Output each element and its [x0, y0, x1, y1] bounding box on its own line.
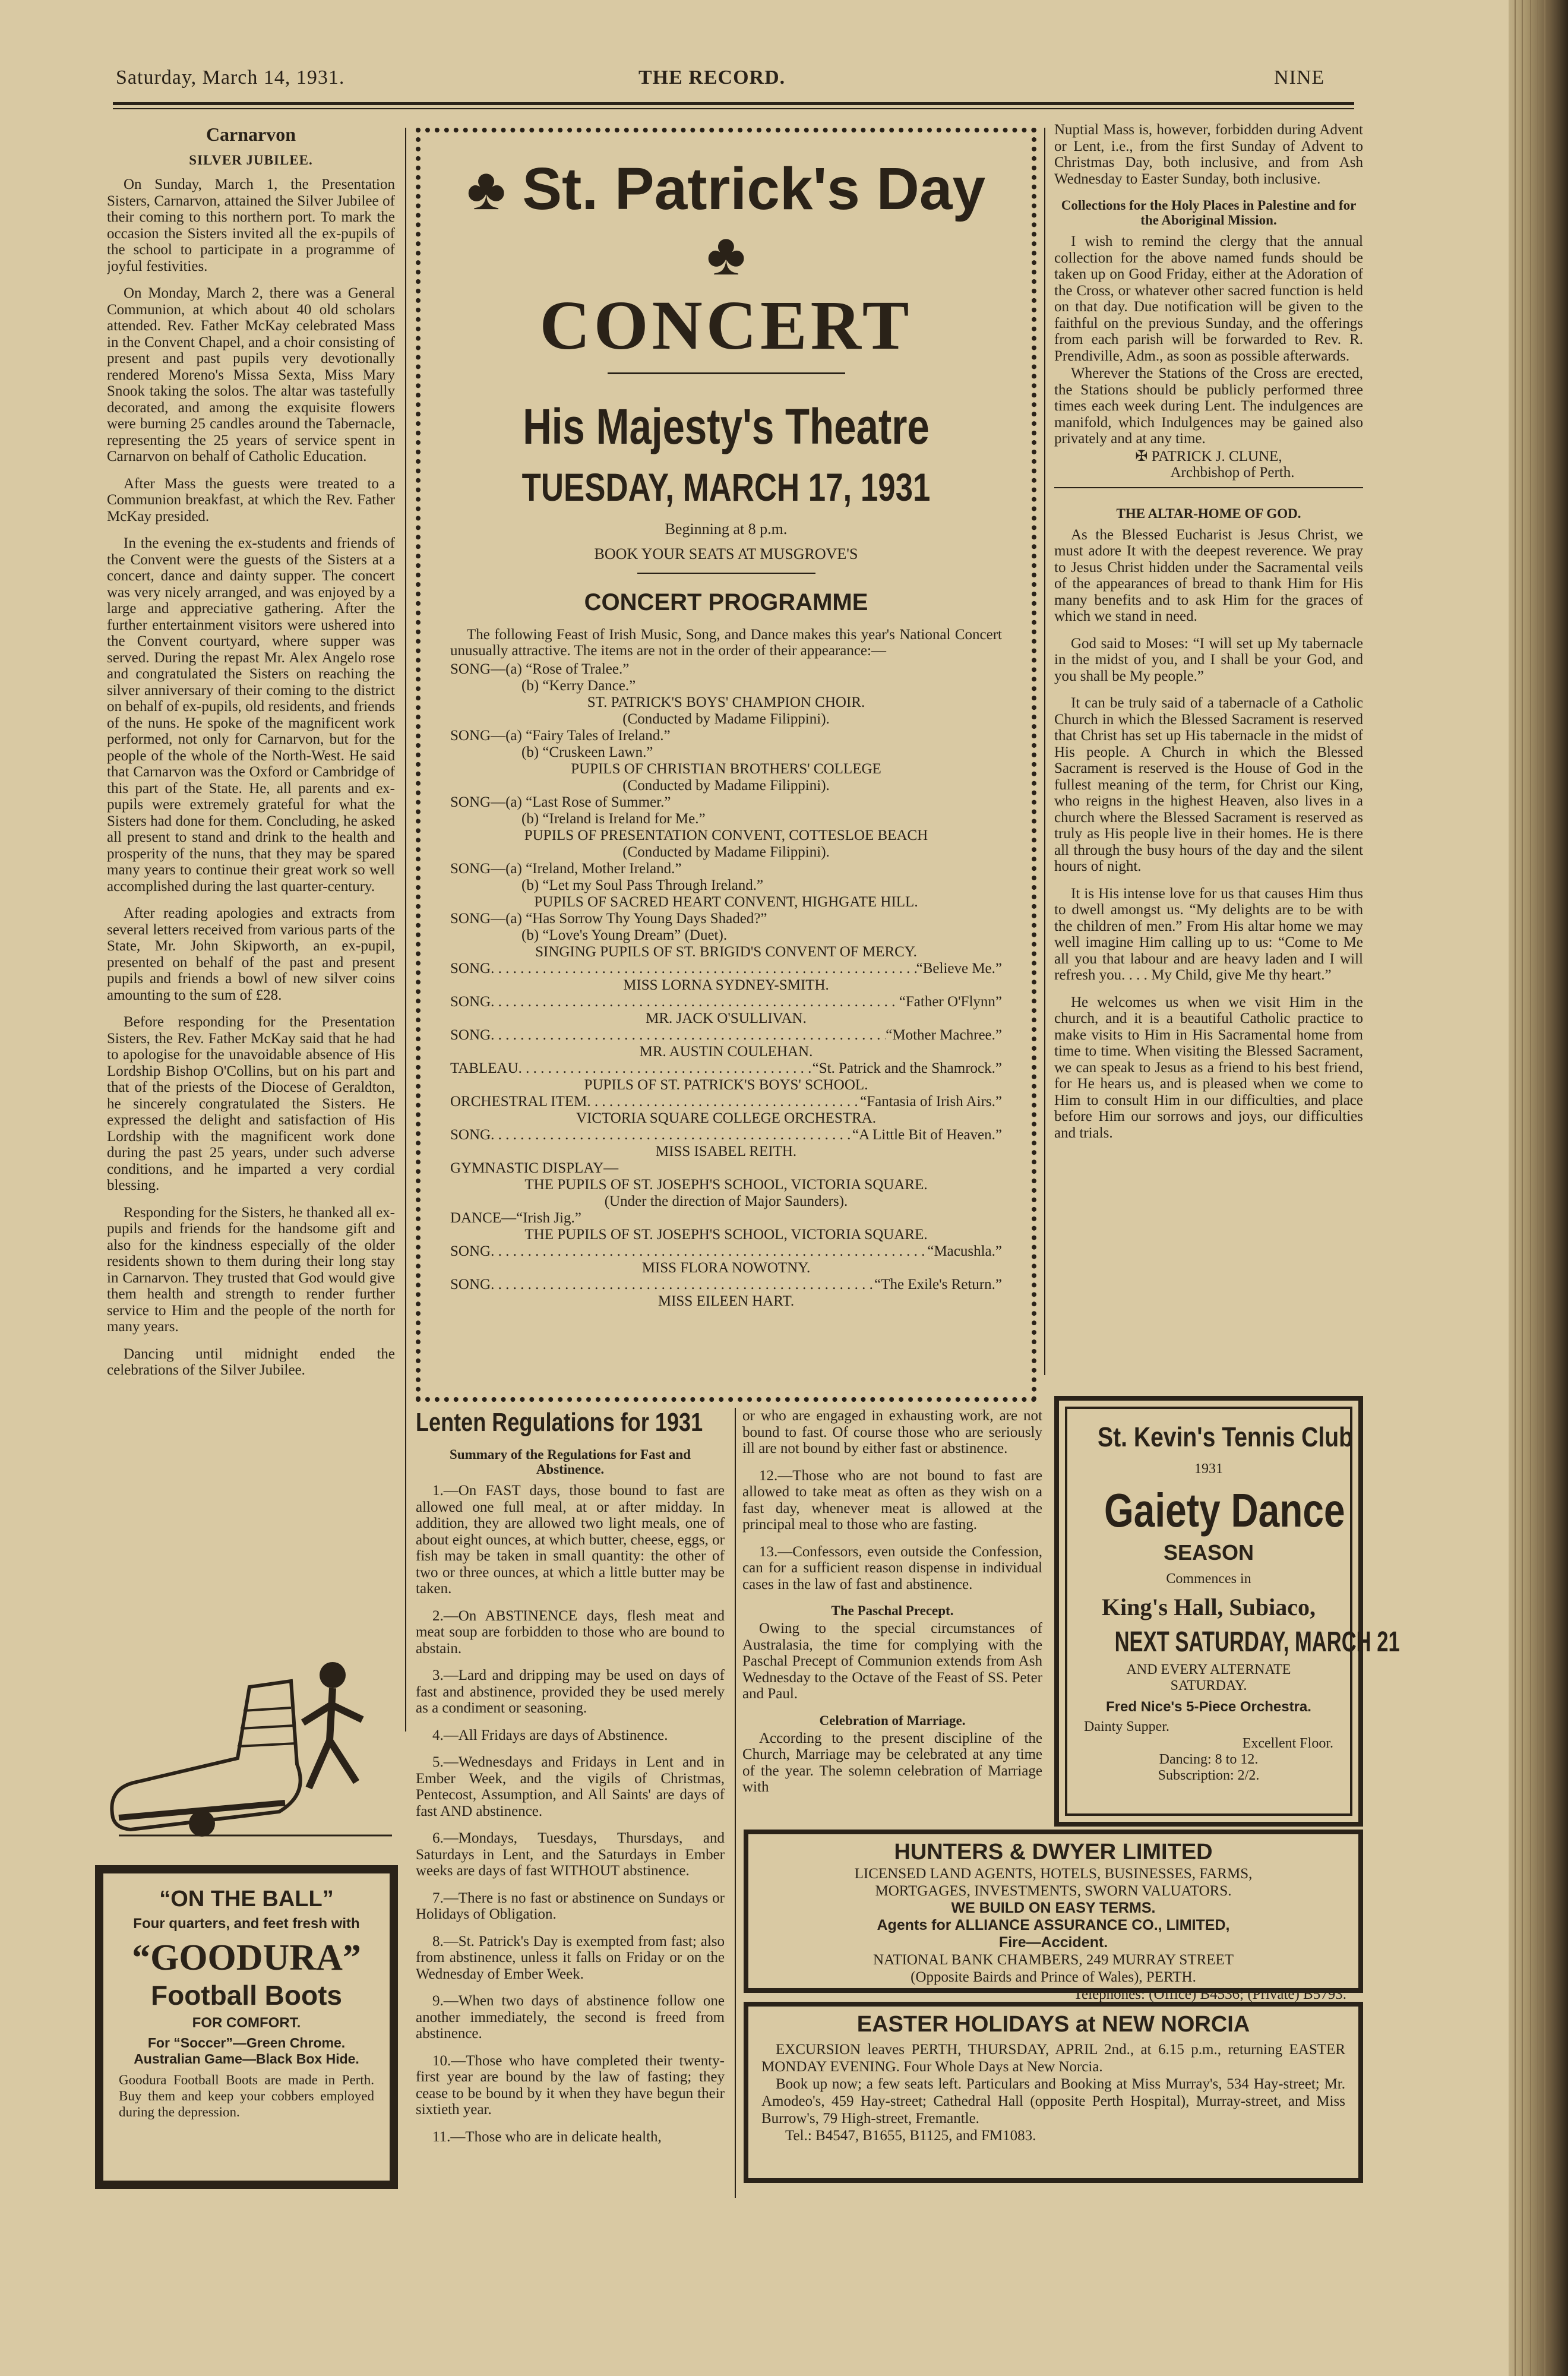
- programme-item: [450, 1243, 1002, 1260]
- item-type: SONG: [450, 1027, 491, 1043]
- programme-intro: The following Feast of Irish Music, Song, and Dance makes this year's National Concert unusually attractive. The items are not in the order of their appearance:—: [450, 627, 1002, 659]
- article-subtitle: SILVER JUBILEE.: [189, 153, 313, 168]
- item-type: ORCHESTRAL ITEM: [450, 1094, 587, 1110]
- item-type: TABLEAU: [450, 1060, 519, 1076]
- dancing-hours: Dancing: 8 to 12.: [1159, 1752, 1259, 1767]
- leader-dots: [519, 1060, 813, 1077]
- regulation: 2.—On ABSTINENCE days, flesh meat and meat soup are forbidden to those who are bound to abstain.: [416, 1607, 725, 1657]
- marriage-text: According to the present discipline of the Church, Marriage may be celebrated at any time of the year. The solemn celebration of Marriage with: [742, 1730, 1042, 1795]
- item-title: “Father O'Flynn”: [899, 994, 1002, 1010]
- paragraph: God said to Moses: “I will set up My tabernacle in the midst of you, and I shall be your God, and you shall be My people.”: [1054, 635, 1363, 684]
- programme-item: [450, 1277, 1002, 1293]
- performer-line: MR. JACK O'SULLIVAN.: [646, 1010, 807, 1026]
- header-rule-thin: [113, 108, 1354, 109]
- programme-item: (b) “Ireland is Ireland for Me.”: [521, 811, 706, 827]
- item-title: “Mother Machree.”: [886, 1027, 1002, 1043]
- programme-item: (b) “Kerry Dance.”: [521, 678, 636, 694]
- leader-dots: [491, 1027, 886, 1044]
- goodura-types: For “Soccer”—Green Chrome. Australian Game—Black Box Hide.: [134, 2035, 359, 2067]
- event-season: SEASON: [1163, 1540, 1254, 1565]
- book-page-edges: [1509, 0, 1568, 2376]
- floor-note: Excellent Floor.: [1242, 1736, 1333, 1751]
- performer-line: MR. AUSTIN COULEHAN.: [639, 1044, 813, 1060]
- paragraph: Nuptial Mass is, however, forbidden during Advent or Lent, i.e., from the first Sunday of Advent to Christmas Day, both inclusive, and from Ash Wednesday to Easter Sunday, both inclusive.: [1054, 122, 1363, 187]
- right-column-article: [1054, 122, 1363, 1375]
- item-type: SONG: [450, 994, 491, 1010]
- goodura-headline: “ON THE BALL”: [159, 1887, 334, 1911]
- regulation: or who are engaged in exhausting work, are not bound to fast. Of course those who are seriously ill are not bound by either fast or abstinence.: [742, 1408, 1042, 1456]
- performer-line: (Conducted by Madame Filippini).: [622, 844, 830, 860]
- article-title: Carnarvon: [206, 124, 296, 145]
- performer-line: PUPILS OF CHRISTIAN BROTHERS' COLLEGE: [571, 761, 881, 777]
- programme-item: [450, 1094, 1002, 1110]
- programme-item: [450, 1060, 1002, 1077]
- performer-line: ST. PATRICK'S BOYS' CHAMPION CHOIR.: [587, 694, 865, 710]
- orchestra: Fred Nice's 5-Piece Orchestra.: [1106, 1699, 1311, 1715]
- easter-telephones: Tel.: B4547, B1655, B1125, and FM1083.: [785, 2128, 1036, 2144]
- football-boot-illustration: [95, 1639, 404, 1853]
- column-rule: [405, 128, 406, 1732]
- paragraph: He welcomes us when we visit Him in the church, and it is a beautiful Catholic practice to make visits to Him in His Sacramental home from time to time. When visiting the Blessed Sacrament, we can speak to Jesus as a friend to his best friend, for He hears us, and is pleased when we come to Him to consult Him in our difficulties, and place before Him our sorrows and joys, our difficulties and trials.: [1054, 994, 1363, 1141]
- goodura-comfort: FOR COMFORT.: [192, 2015, 301, 2031]
- agency: Agents for ALLIANCE ASSURANCE CO., LIMITED,: [877, 1917, 1230, 1933]
- item-type: SONG: [450, 1127, 491, 1143]
- programme-item: SONG—(a) “Fairy Tales of Ireland.”: [450, 728, 671, 744]
- easter-holidays-advert: [744, 2002, 1363, 2183]
- programme-item: GYMNASTIC DISPLAY—: [450, 1160, 619, 1176]
- concert-title: [450, 156, 1002, 287]
- paragraph: On Monday, March 2, there was a General Communion, at which about 40 old scholars attended. Rev. Father McKay celebrated Mass in the Convent Chapel, and a choir consisting of present and past pupils very devotionally rendered Moreno's Missa Sexta, Miss Mary Snook taking the solos. The altar was tastefully decorated, and among the exquisite flowers were burning 25 candles around the Tabernacle, representing the 25 years of service spent in Carnarvon on behalf of Catholic Education.: [107, 285, 395, 465]
- regulation: 13.—Confessors, even outside the Confession, can for a sufficient reason dispense in individual cases in the law of fast and abstinence.: [742, 1543, 1042, 1593]
- leader-dots: [491, 1127, 852, 1143]
- lenten-subtitle: Summary of the Regulations for Fast and Abstinence.: [450, 1447, 691, 1477]
- programme-item: SONG—(a) “Last Rose of Summer.”: [450, 794, 671, 810]
- paragraph: Dancing until midnight ended the celebrations of the Silver Jubilee.: [107, 1345, 395, 1378]
- item-type: SONG: [450, 960, 491, 977]
- programme-item: [450, 1127, 1002, 1143]
- item-title: “Macushla.”: [927, 1243, 1002, 1259]
- header-date: Saturday, March 14, 1931.: [116, 67, 345, 89]
- event-date: NEXT SATURDAY, MARCH 21: [1114, 1626, 1400, 1658]
- signature-title: Archbishop of Perth.: [1170, 465, 1295, 481]
- paschal-heading: The Paschal Precept.: [831, 1603, 954, 1618]
- signature: ✠ PATRICK J. CLUNE,: [1135, 448, 1282, 465]
- leader-dots: [491, 994, 899, 1010]
- item-title: “Fantasia of Irish Airs.”: [860, 1094, 1002, 1110]
- regulation: 4.—All Fridays are days of Abstinence.: [432, 1727, 668, 1743]
- goodura-advert: [95, 1865, 398, 2189]
- club-year: 1931: [1194, 1461, 1223, 1477]
- performer-line: MISS ISABEL REITH.: [655, 1143, 797, 1159]
- paragraph: It is His intense love for us that causes Him thus to dwell amongst us. “My delights are to be with the children of men.” From His altar home we may well imagine Him calling up to us: “Come to Me all you that labour and are heavy laden and I will refresh you. . . . My Child, give Me thy heart.”: [1054, 885, 1363, 983]
- subscription: Subscription: 2/2.: [1158, 1768, 1260, 1783]
- performer-line: PUPILS OF SACRED HEART CONVENT, HIGHGATE HILL.: [534, 894, 918, 910]
- paragraph: After Mass the guests were treated to a Communion breakfast, at which the Rev. Father McKay presided.: [107, 475, 395, 525]
- easter-headline: EASTER HOLIDAYS at NEW NORCIA: [856, 2012, 1250, 2037]
- leader-dots: [491, 1277, 874, 1293]
- item-type: SONG: [450, 1243, 491, 1259]
- carnarvon-article: [107, 124, 395, 1626]
- item-title: “Believe Me.”: [916, 960, 1002, 977]
- marriage-heading: Celebration of Marriage.: [819, 1713, 966, 1728]
- performer-line: (Conducted by Madame Filippini).: [622, 778, 830, 794]
- club-name: St. Kevin's Tennis Club: [1098, 1421, 1354, 1452]
- paragraph: I wish to remind the clergy that the annual collection for the above named funds should be taken up on Good Friday, either at the Adoration of the Cross, or whatever other sacred function is held on that day. Due notification will be given to the faithful on the previous Sunday, and the offerings from each parish will be forwarded to Rev. R. Prendiville, Adm., as soon as possible afterwards.: [1054, 233, 1363, 364]
- leader-dots: [587, 1094, 860, 1110]
- performer-line: MISS FLORA NOWOTNY.: [641, 1260, 811, 1276]
- programme-item: [450, 1027, 1002, 1044]
- company-name: HUNTERS & DWYER LIMITED: [894, 1840, 1213, 1865]
- concert-date: TUESDAY, MARCH 17, 1931: [521, 465, 931, 509]
- performer-line: MISS EILEEN HART.: [657, 1293, 795, 1309]
- performer-line: MISS LORNA SYDNEY-SMITH.: [623, 977, 829, 993]
- telephones: Telephones: (Office) B4536; (Private) B5793.: [1073, 1986, 1346, 2002]
- paschal-text: Owing to the special circumstances of Australasia, the time for complying with the Paschal Precept of Communion extends from Ash Wednesday to the Octave of the Feast of SS. Peter and Paul.: [742, 1620, 1042, 1702]
- performer-line: PUPILS OF ST. PATRICK'S BOYS' SCHOOL.: [584, 1077, 868, 1093]
- services: LICENSED LAND AGENTS, HOTELS, BUSINESSES, FARMS,: [854, 1866, 1253, 1882]
- goodura-brand: “GOODURA”: [132, 1938, 361, 1978]
- performer-line: THE PUPILS OF ST. JOSEPH'S SCHOOL, VICTORIA SQUARE.: [524, 1227, 928, 1243]
- collections-heading: Collections for the Holy Places in Palestine and for the Aboriginal Mission.: [1061, 198, 1357, 228]
- regulation: 6.—Mondays, Tuesdays, Thursdays, and Saturdays in Lent, and the Saturdays in Ember weeks are days of fast WITHOUT abstinence.: [416, 1830, 725, 1879]
- performer-line: THE PUPILS OF ST. JOSEPH'S SCHOOL, VICTORIA SQUARE.: [524, 1177, 928, 1193]
- regulation: 7.—There is no fast or abstinence on Sundays or Holidays of Obligation.: [416, 1890, 725, 1922]
- programme-item: [450, 994, 1002, 1010]
- concert-booking: BOOK YOUR SEATS AT MUSGROVE'S: [594, 545, 858, 563]
- concert-headline: CONCERT: [539, 286, 913, 364]
- performer-line: (Under the direction of Major Saunders).: [604, 1193, 848, 1209]
- item-type: SONG: [450, 1277, 491, 1293]
- terms: WE BUILD ON EASY TERMS.: [951, 1900, 1156, 1916]
- column-rule: [1044, 128, 1045, 1375]
- leader-dots: [491, 1243, 927, 1260]
- paragraph: It can be truly said of a tabernacle of a Catholic Church in which the Blessed Sacrament is reserved that Christ has set up His tabernacle in the midst of His people. A Church in which the Blessed Sacrament is reserved is the House of God in the fullest meaning of the term, for Christ our King, who reigns in the highest Heaven, also lives in a church where the Blessed Sacrament is reserved as truly as His people live in their homes. He is there all through the busy hours of the day and the silent hours of night.: [1054, 695, 1363, 874]
- column-rule: [735, 1408, 736, 2198]
- regulation: 8.—St. Patrick's Day is exempted from fast; also from abstinence, unless it falls on Friday or on the Wednesday of Ember Week.: [416, 1933, 725, 1982]
- supper-note: Dainty Supper.: [1084, 1719, 1169, 1734]
- goodura-body: Goodura Football Boots are made in Perth. Buy them and keep your cobbers employed during the depression.: [119, 2072, 374, 2119]
- paragraph: In the evening the ex-students and friends of the Convent were the guests of the Sisters at a concert, dance and dainty supper. The concert was very nicely arranged, and was enjoyed by a large and appreciative gathering. After the further entertainment visitors were ushered into the Convent courtyard, where supper was served. During the repast Mr. Alex Angelo rose and congratulated the Sisters on reaching the silver anniversary of their coming to the district on behalf of ex-pupils, old residents, and friends of the nuns. He spoke of the magnificent work performed, not only for Carnarvon, but for the people of the whole of the North-West. He said that Carnarvon was the Oxford or Cambridge of this part of the State. He, all parents and ex-pupils were extremely grateful for what the Sisters had done for them. Concluding, he asked all present to stand and drink to the health and prosperity of the nuns, that they may be spared many years to continue their great work so well accomplished during the last quarter-century.: [107, 535, 395, 895]
- lenten-title: Lenten Regulations for 1931: [416, 1408, 703, 1437]
- goodura-tagline: Four quarters, and feet fresh with: [133, 1916, 360, 1932]
- performer-line: VICTORIA SQUARE COLLEGE ORCHESTRA.: [576, 1110, 877, 1126]
- divider: [637, 573, 815, 574]
- regulation: 1.—On FAST days, those bound to fast are allowed one full meal, at or after midday. In addition, they are allowed two light meals, one of about eight ounces, at which butter, cheese, eggs, or fish may be taken in small quantity: the other of two or three ounces, at which a little butter may be taken.: [416, 1483, 725, 1597]
- programme-item: (b) “Let my Soul Pass Through Ireland.”: [521, 877, 764, 893]
- regulation: 5.—Wednesdays and Fridays in Lent and in Ember Week, and the vigils of Christmas, Pentecost, Assumption, and All Saints' are days of fast AND abstinence.: [416, 1754, 725, 1819]
- shamrock-icon: ♣: [466, 156, 506, 222]
- regulation: 12.—Those who are not bound to fast are allowed to take meat as often as they wish on a fast day, whenever meat is allowed at the principal meal to those who are fasting.: [742, 1467, 1042, 1533]
- item-title: “St. Patrick and the Shamrock.”: [812, 1060, 1002, 1076]
- paragraph: Before responding for the Presentation Sisters, the Rev. Father McKay said that he had to apologise for the unavoidable absence of His Lordship Bishop O'Collins, but on his part and that of the priests of the Diocese of Geraldton, he sincerely congratulated the Sisters. He expressed the delight and satisfaction of His Lordship with the magnificent work done during the past 25 years, under such adverse conditions, and he imparted a very cordial blessing.: [107, 1014, 395, 1193]
- programme-item: [450, 960, 1002, 977]
- divider: [608, 372, 845, 374]
- regulation: 9.—When two days of abstinence follow one another immediately, the second is freed from abstinence.: [416, 1993, 725, 2042]
- paragraph: On Sunday, March 1, the Presentation Sisters, Carnarvon, attained the Silver Jubilee of their coming to this northern port. To mark the occasion the Sisters invited all the ex-pupils of the school to participate in a programme of joyful festivities.: [107, 176, 395, 274]
- lenten-regulations-col1: [416, 1408, 725, 2186]
- performer-line: SINGING PUPILS OF ST. BRIGID'S CONVENT OF MERCY.: [535, 944, 917, 960]
- paragraph: Responding for the Sisters, he thanked all ex-pupils and friends for the handsome gift and also for the kindness especially of the older residents shown to them during their long stay in Carnarvon. They trusted that God would give them health and strength to render further service to Him and the people of the north for many years.: [107, 1204, 395, 1335]
- programme-title: CONCERT PROGRAMME: [584, 589, 868, 615]
- address-note: (Opposite Bairds and Prince of Wales), PERTH.: [911, 1969, 1196, 1985]
- item-title: “The Exile's Return.”: [874, 1277, 1002, 1293]
- programme-item: SONG—(a) “Rose of Tralee.”: [450, 661, 630, 677]
- hunters-dwyer-advert: [744, 1830, 1363, 2002]
- concert-title-text: St. Patrick's Day: [522, 156, 986, 222]
- paragraph: Wherever the Stations of the Cross are erected, the Stations should be publicly performed three times each week during Lent. The indulgences are manifold, which Indulgences may be gained also privately and at any time.: [1054, 365, 1363, 447]
- programme-item: SONG—(a) “Ireland, Mother Ireland.”: [450, 861, 682, 877]
- st-kevins-advert: [1054, 1396, 1400, 1827]
- programme-list: [450, 661, 1002, 1310]
- leader-dots: [491, 960, 916, 977]
- regulation: 3.—Lard and dripping may be used on days of fast and abstinence, provided they be used merely as a condiment or seasoning.: [416, 1667, 725, 1716]
- programme-item: DANCE—“Irish Jig.”: [450, 1210, 581, 1226]
- paragraph: As the Blessed Eucharist is Jesus Christ, we must adore It with the deepest reverence. We pray to Jesus Christ hidden under the Sacramental veils of the appearances of bread to thank Him for His many benefits and to ask Him for the graces of which we stand in need.: [1054, 526, 1363, 624]
- concert-advert: [416, 128, 1036, 1402]
- concert-venue: His Majesty's Theatre: [523, 399, 930, 454]
- booking-details: Book up now; a few seats left. Particulars and Booking at Miss Murray's, 534 Hay-street; Mr. Amodeo's, 459 Hay-street; Cathedral Hall (opposite Perth Hospital), Murray-street, and Miss Burrow's, 79 High-street, Fremantle.: [761, 2076, 1345, 2127]
- event-name: Gaiety Dance: [1104, 1484, 1345, 1537]
- shamrock-icon: ♣: [706, 221, 746, 287]
- item-title: “A Little Bit of Heaven.”: [852, 1127, 1002, 1143]
- header-paper-name: THE RECORD.: [638, 67, 786, 89]
- header-rule: [113, 102, 1354, 105]
- concert-time: Beginning at 8 p.m.: [665, 520, 788, 538]
- address: NATIONAL BANK CHAMBERS, 249 MURRAY STREET: [873, 1952, 1234, 1968]
- performer-line: PUPILS OF PRESENTATION CONVENT, COTTESLOE BEACH: [524, 827, 928, 843]
- programme-item: SONG—(a) “Has Sorrow Thy Young Days Shaded?”: [450, 911, 767, 927]
- programme-item: (b) “Love's Young Dream” (Duet).: [521, 927, 728, 943]
- header-page-number: NINE: [1274, 67, 1325, 89]
- regulation: 11.—Those who are in delicate health,: [432, 2128, 662, 2145]
- services: MORTGAGES, INVESTMENTS, SWORN VALUATORS.: [875, 1883, 1232, 1899]
- paragraph: After reading apologies and extracts from several letters received from various parts of the State, Mr. John Skipworth, an ex-pupil, presented on behalf of the past and present pupils and friends a bowl of new silver coins amounting to the sum of £28.: [107, 905, 395, 1003]
- event-venue: King's Hall, Subiaco,: [1101, 1594, 1316, 1620]
- commences-label: Commences in: [1166, 1571, 1251, 1587]
- lenten-regulations-col2: [742, 1408, 1042, 1841]
- goodura-product: Football Boots: [151, 1980, 342, 2011]
- programme-item: (b) “Cruskeen Lawn.”: [521, 744, 653, 760]
- performer-line: (Conducted by Madame Filippini).: [622, 711, 830, 727]
- regulation: 10.—Those who have completed their twenty-first year are bound by the law of fasting; they cease to be bound by it when they have begun their sixtieth year.: [416, 2052, 725, 2118]
- excursion-details: EXCURSION leaves PERTH, THURSDAY, APRIL 2nd., at 6.15 p.m., returning EASTER MONDAY EVENING. Four Whole Days at New Norcia.: [761, 2042, 1345, 2075]
- altar-home-heading: THE ALTAR-HOME OF GOD.: [1116, 505, 1301, 521]
- insurance-type: Fire—Accident.: [998, 1934, 1108, 1951]
- divider: [1054, 487, 1363, 488]
- event-frequency: AND EVERY ALTERNATE SATURDAY.: [1126, 1662, 1291, 1693]
